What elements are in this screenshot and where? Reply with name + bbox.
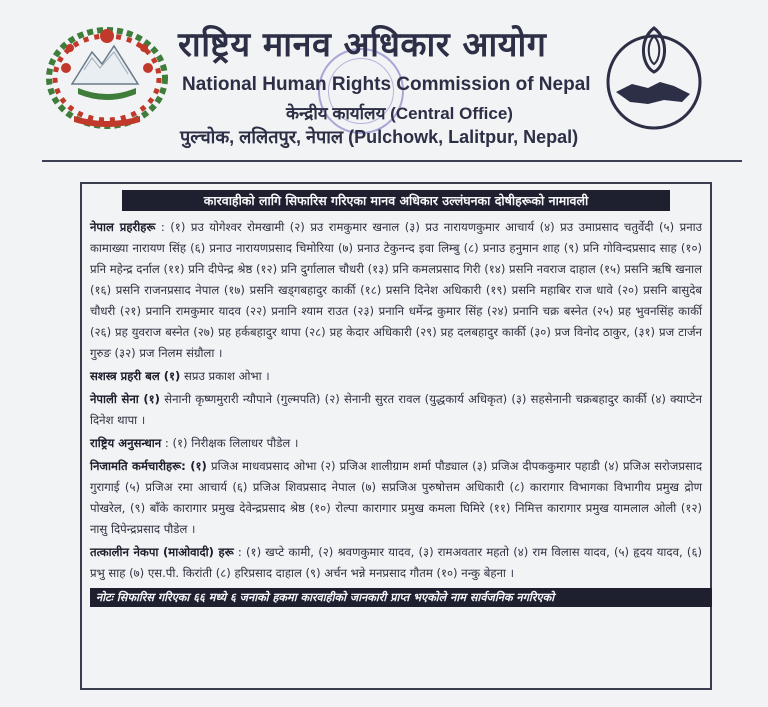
- section-text: : (१) निरीक्षक लिलाधर पौडेल ।: [164, 436, 299, 450]
- title-nepali: राष्ट्रिय मानव अधिकार आयोग: [178, 25, 547, 65]
- section-nepal-police: [90, 217, 702, 364]
- section-text: प्रजिअ माधवप्रसाद ओभा (२) प्रजिअ शालीग्राम शर्मा पौड्याल (३) प्रजिअ दीपककुमार पहाडी (४) प्रजिअ सरोजप्रसाद गुरागाई (५) प्रजिअ रमा आचार्य (६) प्रजिअ शिवप्रसाद नेपाल (७) सप्रजिअ पुरुषोत्तम अधिकारी (८) कारागार विभागका विभागीय प्रमुख द्रोण पोखरेल, (९) बाँके कारागार प्रमुख देवेन्द्रप्रसाद श्रेष्ठ (१०) रोल्पा कारागार प्रमुख कमला घिमिरे (११) निमित्त कारागार प्रमुख यामलाल ओली (१२) नासु दिपेन्द्रप्रसाद पौडेल ।: [90, 459, 703, 536]
- section-text: सेनानी कृष्णमुरारी न्यौपाने (गुल्मपति) (२) सेनानी सुरत रावल (युद्धकार्य अधिकृत) (३) सहसेनानी चक्रबहादुर कार्की (४) क्याप्टेन दिनेश थापा ।: [90, 392, 702, 427]
- address-line: पुल्चोक, ललितपुर, नेपाल (Pulchowk, Lalitpur, Nepal): [180, 127, 579, 147]
- section-text: : (१) खप्टे कामी, (२) श्रवणकुमार यादव, (३) रामअवतार महतो (४) राम विलास यादव, (५) हृदय यादव, (६) प्रभु साह (७) एस.पी. किरांती (८) हरिप्रसाद दाहाल (९) अर्चन भन्ने मनप्रसाद गौतम (१०) नन्कु बेहना ।: [90, 545, 703, 580]
- section-nepal-army: [90, 389, 702, 431]
- section-civil-servants: [90, 456, 702, 540]
- nepal-coat-of-arms-icon: [44, 18, 170, 130]
- section-heading: नेपाली सेना (१): [90, 392, 160, 406]
- section-national-investigation: [90, 433, 702, 454]
- nhrc-hand-map-logo-icon: [598, 20, 710, 132]
- office-label: केन्द्रीय कार्यालय (Central Office): [286, 104, 513, 123]
- section-text: : (१) प्रउ योगेश्वर रोमखामी (२) प्रउ रामकुमार खनाल (३) प्रउ नारायणकुमार आचार्य (४) प्रउ उमाप्रसाद चतुर्वेदी (५) प्रनाउ कामाख्या नारायण सिंह (६) प्रनाउ नारायणप्रसाद चिमोरिया (७) प्रनाउ टेकुनन्द इवा लिम्बु (८) प्रनाउ हनुमान शाह (९) प्रनि गोविन्दप्रसाद साह (१०) प्रनि महेन्द्र दर्नाल (११) प्रनि दीपेन्द्र श्रेष्ठ (१२) प्रनि दुर्गालाल चौधरी (१३) प्रनि कमलप्रसाद गिरी (१४) प्रसनि नवराज दाहाल (१५) प्रसनि ऋषि खनाल (१६) प्रसनि राजनप्रसाद नेपाल (१७) प्रसनि खड्गबहादुर कार्की (१८) प्रसनि दिनेश अधिकारी (१९) प्रसनि महाबिर राज धावे (२०) प्रसनि बासुदेब चौधरी (२१) प्रनानि रामकुमार यादव (२२) प्रनानि श्याम राउत (२३) प्रनानि धर्मेन्द्र कुमार सिंह (२४) प्रनानि चक्र बस्नेत (२५) प्रह भुवनसिंह कार्की (२६) प्रह युवराज बस्नेत (२७) प्रह हर्कबहादुर थापा (२८) प्रह केदार अधिकारी (२९) प्रह दलबहादुर कार्की (३०) प्रज विनोद ठाकुर, (३१) प्रज टार्जन गुरुङ (३२) प्रज निलम संग्रौला ।: [90, 220, 702, 360]
- list-title: कारवाहीको लागि सिफारिस गरिएका मानव अधिकार उल्लंघनका दोषीहरूको नामावली: [122, 190, 670, 211]
- section-heading: तत्कालीन नेकपा (माओवादी) हरू: [90, 545, 234, 559]
- recommendation-list-box: [80, 182, 712, 690]
- section-heading: नेपाल प्रहरीहरू: [90, 220, 156, 234]
- section-heading: राष्ट्रिय अनुसन्धान: [90, 436, 162, 450]
- letterhead: [0, 0, 768, 160]
- section-maoists: [90, 542, 702, 584]
- section-armed-police: [90, 366, 702, 387]
- section-heading: निजामति कर्मचारीहरू: (१): [90, 459, 207, 473]
- footnote: नोटः सिफारिस गरिएका ६६ मध्ये ६ जनाको हकमा कारवाहीको जानकारी प्राप्त भएकोले नाम सार्वजनिक नगरिएको: [90, 588, 712, 607]
- section-text: सप्रउ प्रकाश ओभा ।: [184, 369, 270, 383]
- section-heading: सशस्त्र प्रहरी बल (१): [90, 369, 181, 383]
- title-english: National Human Rights Commission of Nepal: [182, 74, 591, 95]
- header-divider: [42, 160, 742, 162]
